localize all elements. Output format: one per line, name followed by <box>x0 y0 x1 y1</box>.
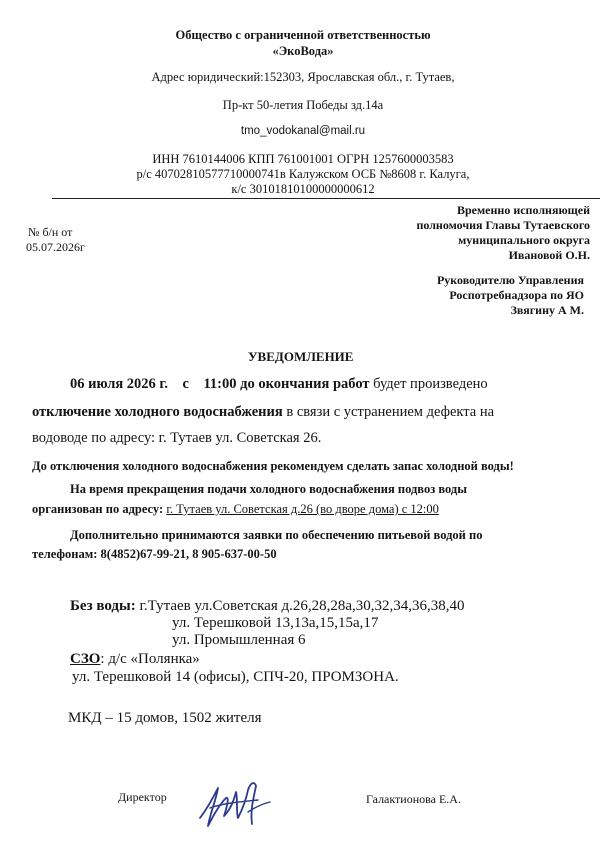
header-divider <box>52 198 600 199</box>
org-requisites-line3: к/с 30101810100000000612 <box>231 182 375 196</box>
org-address-line1: Адрес юридический:152303, Ярославская обл., г. Тутаев, <box>151 70 455 84</box>
para1-date: 06 июля 2026 г. <box>70 376 169 392</box>
org-email: tmo_vodokanal@mail.ru <box>240 125 366 137</box>
mkd-summary: МКД – 15 домов, 1502 жителя <box>68 710 262 726</box>
para3-phones: телефонам: 8(4852)67-99-21, 8 905-637-00-50 <box>32 547 277 561</box>
no-water-address2: ул. Терешковой 13,13а,15,15а,17 <box>172 615 379 631</box>
org-name-line2: «ЭкоВода» <box>272 44 334 58</box>
recipient1-line4: Ивановой О.Н. <box>508 248 590 262</box>
advice-text: До отключения холодного водоснабжения рекомендуем сделать запас холодной воды! <box>32 459 514 473</box>
szo-label: СЗО <box>70 651 101 667</box>
recipient1-line1: Временно исполняющей <box>456 203 590 217</box>
para1-line3: водоводе по адресу: г. Тутаев ул. Советская 26. <box>32 430 322 446</box>
szo-line2: ул. Терешковой 14 (офисы), СПЧ-20, ПРОМЗОНА. <box>72 669 399 685</box>
recipient2-line3: Звягину А М. <box>510 303 584 317</box>
szo-line1 <box>70 651 200 668</box>
no-water-label: Без воды: <box>70 598 136 614</box>
no-water-address3: ул. Промышленная 6 <box>172 632 306 648</box>
recipient1-line2: полномочия Главы Тутаевского <box>416 218 590 232</box>
para3-line1: Дополнительно принимаются заявки по обеспечению питьевой водой по <box>70 528 483 542</box>
para1-until: до окончания работ <box>240 376 370 392</box>
org-address-line2: Пр-кт 50-летия Победы зд.14а <box>222 98 384 112</box>
para1-bold2: отключение холодного водоснабжения <box>32 404 283 420</box>
recipient2-line1: Руководителю Управления <box>436 273 584 287</box>
notice-title: УВЕДОМЛЕНИЕ <box>248 349 354 364</box>
para1-line1 <box>70 376 562 393</box>
para1-rest1: будет произведено <box>373 376 488 392</box>
org-requisites-line1: ИНН 7610144006 КПП 761001001 ОГРН 1257600003583 <box>152 152 454 166</box>
para2-label: организован по адресу: <box>32 502 164 516</box>
signature-position: Директор <box>118 790 167 804</box>
para1-time: 11:00 <box>203 376 237 392</box>
para2-line1: На время прекращения подачи холодного водоснабжения подвоз воды <box>70 482 467 496</box>
doc-number: № б/н от <box>28 225 73 239</box>
water-delivery-address: г. Тутаев ул. Советская д.26 (во дворе дома) с 12:00 <box>166 502 439 516</box>
recipient1-line3: муниципального округа <box>458 233 590 247</box>
recipient2-line2: Роспотребнадзора по ЯО <box>449 288 584 302</box>
szo-line1-rest: : д/с «Полянка» <box>100 651 200 667</box>
para1-rest2: в связи с устранением дефекта на <box>286 404 495 420</box>
para2-line2 <box>32 502 439 517</box>
para1-from: с <box>182 376 189 392</box>
para1-line2 <box>32 404 494 421</box>
no-water-line1 <box>70 598 465 615</box>
handwritten-signature-icon <box>196 770 276 832</box>
signature-name: Галактионова Е.А. <box>366 792 461 806</box>
org-name-line1: Общество с ограниченной ответственностью <box>175 28 431 42</box>
org-requisites-line2: р/с 40702810577710000741в Калужском ОСБ №8608 г. Калуга, <box>136 167 470 181</box>
doc-date: 05.07.2026г <box>26 240 85 254</box>
no-water-address1: г.Тутаев ул.Советская д.26,28,28а,30,32,34,36,38,40 <box>139 598 465 614</box>
